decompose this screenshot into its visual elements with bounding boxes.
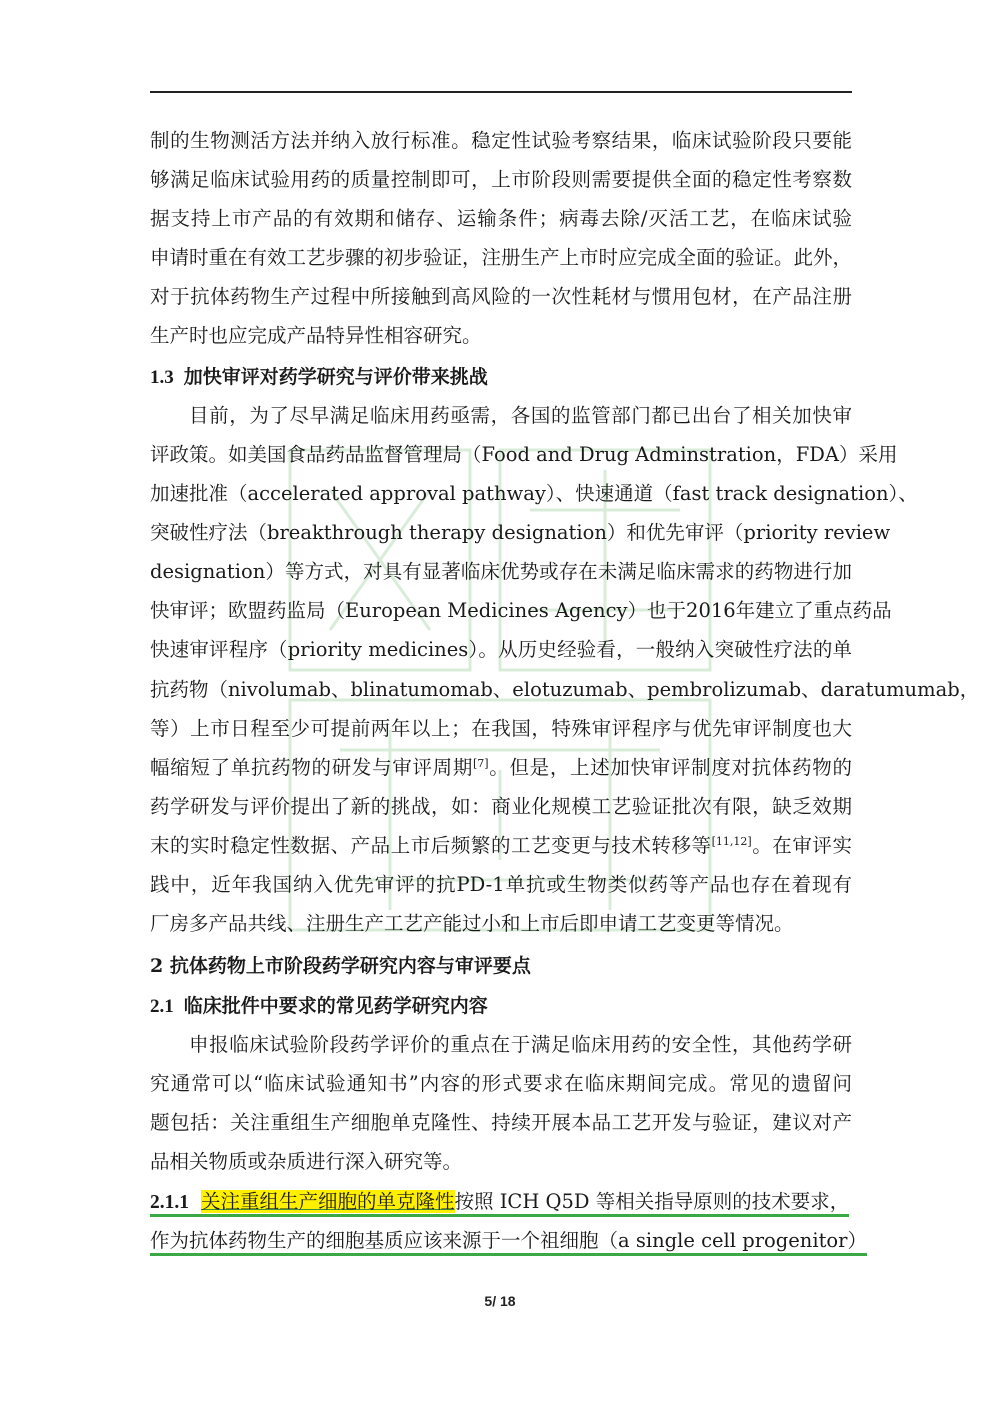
- para2-line-7: 快速审评程序（priority medicines）。从历史经验看，一般纳入突破性疗法的单: [150, 638, 852, 661]
- para2-line-6: 快审评；欧盟药监局（European Medicines Agency）也于2016年建立了重点药品: [150, 599, 892, 622]
- para3-line-2: 究通常可以“临床试验通知书”内容的形式要求在临床期间完成。常见的遗留问: [150, 1072, 852, 1095]
- section-title: 临床批件中要求的常见药学研究内容: [183, 995, 488, 1017]
- text-run: 按照 ICH Q5D 等相关指导原则的技术要求，: [454, 1190, 850, 1213]
- para1-line-2: 够满足临床试验用药的质量控制即可，上市阶段则需要提供全面的稳定性考察数: [150, 168, 852, 191]
- text-run: 。在审评实: [751, 834, 852, 857]
- text-run: 。但是，上述加快审评制度对抗体药物的: [488, 756, 852, 779]
- para2-line-13: 践中，近年我国纳入优先审评的抗PD-1单抗或生物类似药等产品也存在着现有: [150, 873, 852, 896]
- para1-line-4: 申请时重在有效工艺步骤的初步验证，注册生产上市时应完成全面的验证。此外，: [150, 246, 853, 269]
- para2-line-10: [150, 755, 852, 781]
- para2-line-12: [150, 833, 852, 859]
- subsection-number: 2.1.1: [150, 1192, 189, 1213]
- para3-line-1: 申报临床试验阶段药学评价的重点在于满足临床用药的安全性，其他药学研: [189, 1033, 852, 1056]
- citation: [11,12]: [711, 835, 752, 848]
- section-heading-1-3: [150, 364, 488, 391]
- para2-line-5: designation）等方式，对具有显著临床优势或存在未满足临床需求的药物进行加: [150, 560, 852, 583]
- citation: [7]: [473, 757, 489, 770]
- underlined-text: [150, 1190, 849, 1217]
- text-run: 幅缩短了单抗药物的研发与审评周期: [150, 756, 474, 779]
- para2-line-9: 等）上市日程至少可提前两年以上；在我国，特殊审评程序与优先审评制度也大: [150, 717, 852, 740]
- para2-line-8: 抗药物（nivolumab、blinatumomab、elotuzumab、pembrolizumab、daratumumab，: [150, 678, 980, 701]
- para2-line-11: 药学研发与评价提出了新的挑战，如：商业化规模工艺验证批次有限，缺乏效期: [150, 795, 852, 818]
- para2-line-4: 突破性疗法（breakthrough therapy designation）和优先审评（priority review: [150, 521, 891, 544]
- para1-line-5: 对于抗体药物生产过程中所接触到高风险的一次性耗材与惯用包材，在产品注册: [150, 285, 852, 308]
- section-number: 2.1: [150, 996, 174, 1017]
- para3-line-3: 题包括：关注重组生产细胞单克隆性、持续开展本品工艺开发与验证，建议对产: [150, 1111, 852, 1134]
- para2-line-3: 加速批准（accelerated approval pathway）、快速通道（fast track designation）、: [150, 482, 918, 505]
- para2-line-1: 目前，为了尽早满足临床用药亟需，各国的监管部门都已出台了相关加快审: [189, 404, 852, 427]
- section-heading-2-1: [150, 993, 488, 1020]
- para1-line-6: 生产时也应完成产品特异性相容研究。: [150, 324, 482, 347]
- para1-line-3: 据支持上市产品的有效期和储存、运输条件；病毒去除/灭活工艺，在临床试验: [150, 207, 852, 230]
- para2-line-14: 厂房多产品共线、注册生产工艺产能过小和上市后即申请工艺变更等情况。: [150, 912, 794, 935]
- subsection-2-1-1-line-1: [150, 1189, 852, 1216]
- section-title: 加快审评对药学研究与评价带来挑战: [183, 366, 488, 388]
- highlighted-text: 关注重组生产细胞的单克隆性: [201, 1190, 455, 1213]
- para1-line-1: 制的生物测活方法并纳入放行标准。稳定性试验考察结果，临床试验阶段只要能: [150, 129, 852, 152]
- underlined-text: 作为抗体药物生产的细胞基质应该来源于一个祖细胞（a single cell progenitor）: [150, 1229, 867, 1256]
- text-run: 末的实时稳定性数据、产品上市后频繁的工艺变更与技术转移等: [150, 834, 712, 857]
- para3-line-4: 品相关物质或杂质进行深入研究等。: [150, 1150, 463, 1173]
- section-heading-2: 2 抗体药物上市阶段药学研究内容与审评要点: [150, 955, 531, 977]
- header-rule: [150, 91, 852, 93]
- section-number: 1.3: [150, 367, 174, 388]
- page-number: 5/ 18: [484, 1293, 516, 1309]
- subsection-2-1-1-line-2: [150, 1228, 867, 1254]
- para2-line-2: 评政策。如美国食品药品监督管理局（Food and Drug Adminstration，FDA）采用: [150, 443, 898, 466]
